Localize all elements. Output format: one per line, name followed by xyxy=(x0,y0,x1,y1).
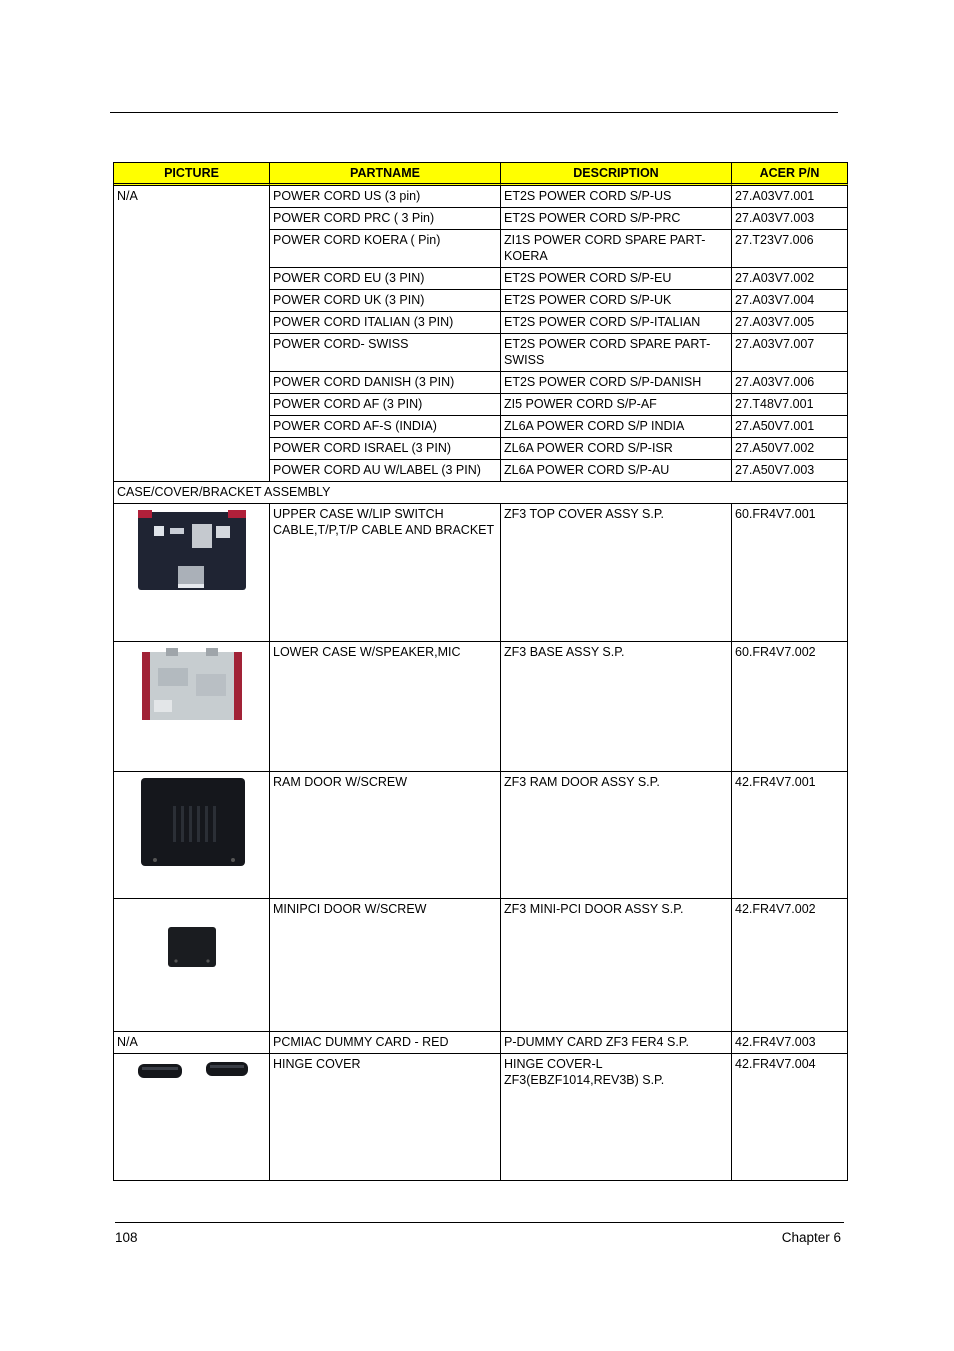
upper-case-photo-icon xyxy=(134,506,250,594)
description-cell: ZL6A POWER CORD S/P-ISR xyxy=(501,438,732,460)
partname-cell: POWER CORD US (3 pin) xyxy=(270,186,501,208)
description-cell: ZF3 MINI-PCI DOOR ASSY S.P. xyxy=(501,899,732,1032)
pn-cell: 42.FR4V7.001 xyxy=(732,772,848,899)
description-cell: ET2S POWER CORD SPARE PART-SWISS xyxy=(501,334,732,372)
partname-cell: RAM DOOR W/SCREW xyxy=(270,772,501,899)
pn-cell: 27.A50V7.003 xyxy=(732,460,848,482)
pn-cell: 27.T23V7.006 xyxy=(732,230,848,268)
header-rule xyxy=(110,112,838,113)
pn-cell: 27.A03V7.003 xyxy=(732,208,848,230)
partname-cell: POWER CORD EU (3 PIN) xyxy=(270,268,501,290)
chapter-label: Chapter 6 xyxy=(781,1230,841,1245)
table-header-row xyxy=(114,163,848,186)
hinge-cover-picture-cell xyxy=(114,1054,270,1181)
description-cell: ZF3 RAM DOOR ASSY S.P. xyxy=(501,772,732,899)
ram-door-photo-icon xyxy=(133,774,251,870)
section-case-heading: CASE/COVER/BRACKET ASSEMBLY xyxy=(114,482,848,504)
pn-cell: 42.FR4V7.002 xyxy=(732,899,848,1032)
table-row xyxy=(114,899,848,1032)
pn-cell: 27.A03V7.001 xyxy=(732,186,848,208)
lower-case-picture-cell xyxy=(114,642,270,772)
description-cell: ET2S POWER CORD S/P-US xyxy=(501,186,732,208)
description-cell: ET2S POWER CORD S/P-EU xyxy=(501,268,732,290)
description-cell: ZF3 TOP COVER ASSY S.P. xyxy=(501,504,732,642)
description-cell: ET2S POWER CORD S/P-UK xyxy=(501,290,732,312)
partname-cell: HINGE COVER xyxy=(270,1054,501,1181)
parts-table xyxy=(113,162,848,1181)
lower-case-photo-icon xyxy=(136,644,248,724)
minipci-door-picture-cell xyxy=(114,899,270,1032)
pn-cell: 27.A03V7.006 xyxy=(732,372,848,394)
pn-cell: 42.FR4V7.003 xyxy=(732,1032,848,1054)
pn-cell: 27.T48V7.001 xyxy=(732,394,848,416)
hinge-cover-photo-icon xyxy=(132,1056,252,1086)
description-cell: ET2S POWER CORD S/P-DANISH xyxy=(501,372,732,394)
pn-cell: 27.A03V7.004 xyxy=(732,290,848,312)
partname-cell: POWER CORD- SWISS xyxy=(270,334,501,372)
partname-cell: POWER CORD PRC ( 3 Pin) xyxy=(270,208,501,230)
partname-cell: POWER CORD AU W/LABEL (3 PIN) xyxy=(270,460,501,482)
header-description: DESCRIPTION xyxy=(501,163,732,186)
table-row xyxy=(114,642,848,772)
pn-cell: 27.A03V7.007 xyxy=(732,334,848,372)
partname-cell: POWER CORD UK (3 PIN) xyxy=(270,290,501,312)
minipci-door-photo-icon xyxy=(164,923,220,971)
pn-cell: 60.FR4V7.001 xyxy=(732,504,848,642)
partname-cell: POWER CORD ISRAEL (3 PIN) xyxy=(270,438,501,460)
table-row xyxy=(114,772,848,899)
section-row xyxy=(114,482,848,504)
partname-cell: POWER CORD KOERA ( Pin) xyxy=(270,230,501,268)
footer-rule xyxy=(115,1222,844,1223)
description-cell: ZI1S POWER CORD SPARE PART-KOERA xyxy=(501,230,732,268)
description-cell: ET2S POWER CORD S/P-ITALIAN xyxy=(501,312,732,334)
description-cell: HINGE COVER-L ZF3(EBZF1014,REV3B) S.P. xyxy=(501,1054,732,1181)
partname-cell: MINIPCI DOOR W/SCREW xyxy=(270,899,501,1032)
header-acer-pn: ACER P/N xyxy=(732,163,848,186)
table-row xyxy=(114,186,848,208)
partname-cell: POWER CORD DANISH (3 PIN) xyxy=(270,372,501,394)
pn-cell: 27.A50V7.001 xyxy=(732,416,848,438)
pn-cell: 27.A03V7.005 xyxy=(732,312,848,334)
description-cell: ZL6A POWER CORD S/P-AU xyxy=(501,460,732,482)
description-cell: ZF3 BASE ASSY S.P. xyxy=(501,642,732,772)
dummy-card-picture-cell: N/A xyxy=(114,1032,270,1054)
description-cell: ZI5 POWER CORD S/P-AF xyxy=(501,394,732,416)
power-cord-picture-cell: N/A xyxy=(114,186,270,482)
description-cell: ZL6A POWER CORD S/P INDIA xyxy=(501,416,732,438)
pn-cell: 42.FR4V7.004 xyxy=(732,1054,848,1181)
pn-cell: 27.A03V7.002 xyxy=(732,268,848,290)
partname-cell: POWER CORD AF-S (INDIA) xyxy=(270,416,501,438)
pn-cell: 27.A50V7.002 xyxy=(732,438,848,460)
partname-cell: UPPER CASE W/LIP SWITCH CABLE,T/P,T/P CABLE AND BRACKET xyxy=(270,504,501,642)
upper-case-picture-cell xyxy=(114,504,270,642)
table-row xyxy=(114,1032,848,1054)
partname-cell: POWER CORD AF (3 PIN) xyxy=(270,394,501,416)
partname-cell: PCMIAC DUMMY CARD - RED xyxy=(270,1032,501,1054)
description-cell: P-DUMMY CARD ZF3 FER4 S.P. xyxy=(501,1032,732,1054)
ram-door-picture-cell xyxy=(114,772,270,899)
table-row xyxy=(114,504,848,642)
pn-cell: 60.FR4V7.002 xyxy=(732,642,848,772)
partname-cell: LOWER CASE W/SPEAKER,MIC xyxy=(270,642,501,772)
partname-cell: POWER CORD ITALIAN (3 PIN) xyxy=(270,312,501,334)
page-number: 108 xyxy=(115,1230,138,1245)
header-partname: PARTNAME xyxy=(270,163,501,186)
table-row xyxy=(114,1054,848,1181)
header-picture: PICTURE xyxy=(114,163,270,186)
description-cell: ET2S POWER CORD S/P-PRC xyxy=(501,208,732,230)
